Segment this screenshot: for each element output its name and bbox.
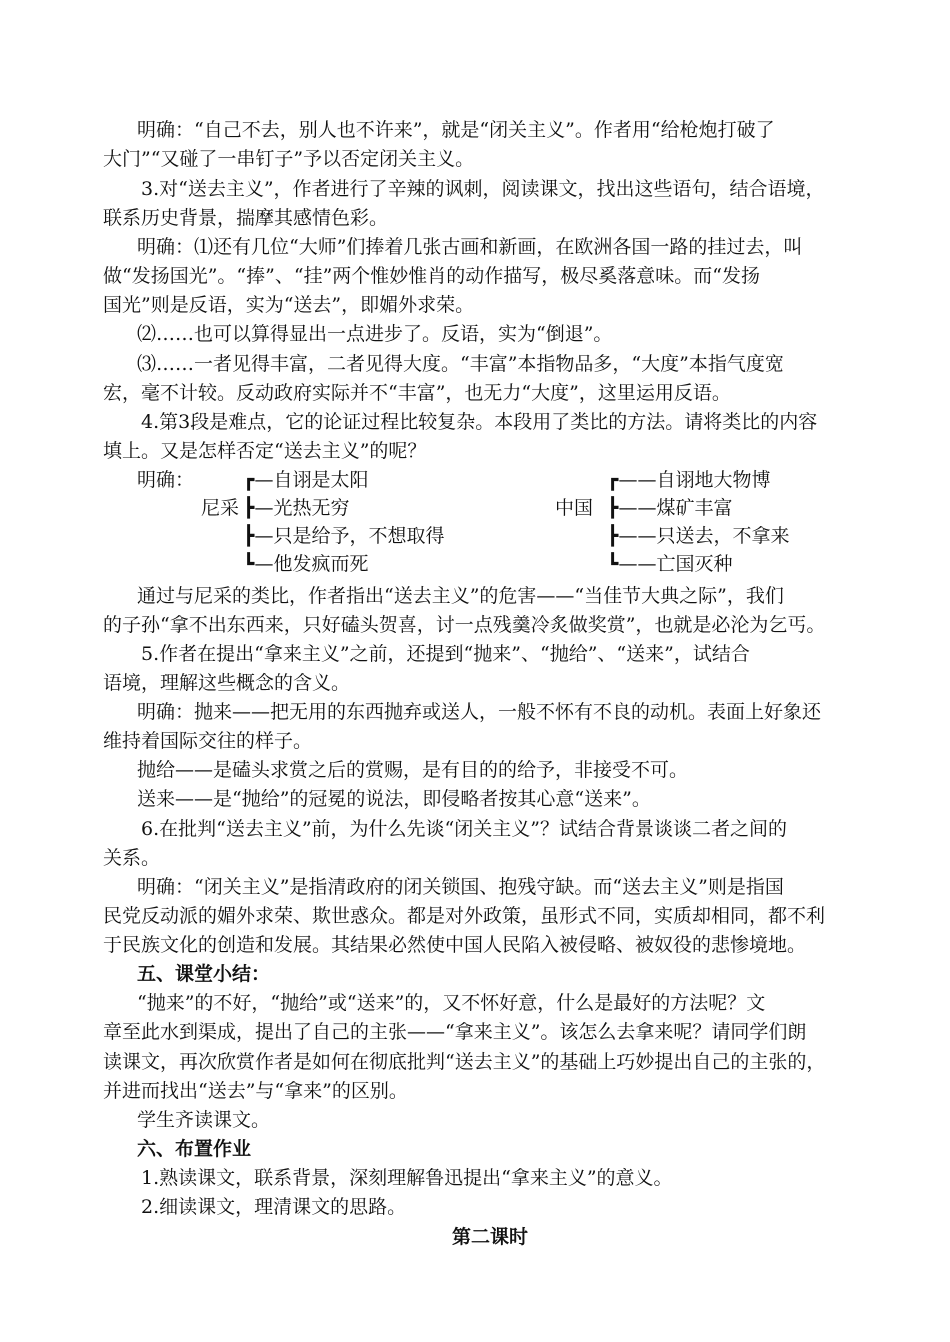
paragraph-line: 并进而找出“送去”与“拿来”的区别。 [103,1080,408,1102]
analogy-right-item: ┗——亡国灭种 [607,553,733,575]
paragraph-line: 联系历史背景，揣摩其感情色彩。 [103,207,389,229]
homework-item: 2.细读课文，理清课文的思路。 [141,1196,407,1218]
paragraph-line: “抛来”的不好，“抛给”或“送来”的，又不怀好意，什么是最好的方法呢？文 [137,992,766,1014]
paragraph-line: 3.对“送去主义”，作者进行了辛辣的讽刺，阅读课文，找出这些语句，结合语境， [141,178,825,200]
paragraph-line: 抛给——是磕头求赏之后的赏赐，是有目的的给予，非接受不可。 [137,759,689,781]
section-heading: 六、布置作业 [137,1138,252,1160]
analogy-right-item: ┏——自诩地大物博 [607,469,771,491]
paragraph-line: 民党反动派的媚外求荣、欺世惑众。都是对外政策，虽形式不同，实质却相同，都不利 [103,905,826,927]
analogy-label: 明确： [137,469,195,491]
paragraph-line: 国光”则是反语，实为“送去”，即媚外求荣。 [103,294,475,316]
paragraph-line: 关系。 [103,847,161,869]
analogy-right-name: 中国 [555,497,594,519]
paragraph-line: 宏，毫不计较。反动政府实际并不“丰富”，也无力“大度”，这里运用反语。 [103,382,731,404]
paragraph-line: 明确：抛来——把无用的东西抛弃或送人，一般不怀有不良的动机。表面上好象还 [137,701,822,723]
analogy-right-item: ┣——煤矿丰富 [607,497,733,519]
paragraph-line: 明确：“自己不去，别人也不许来”，就是“闭关主义”。作者用“给枪炮打破了 [137,119,775,141]
paragraph-line: 通过与尼采的类比，作者指出“送去主义”的危害——“当佳节大典之际”，我们 [137,585,784,607]
section-heading: 五、课堂小结： [137,963,271,985]
paragraph-line: 填上。又是怎样否定“送去主义”的呢？ [103,440,427,462]
paragraph-line: 章至此水到渠成，提出了自己的主张——“拿来主义”。该怎么去拿来呢？请同学们朗 [103,1021,807,1043]
paragraph-line: 读课文，再次欣赏作者是如何在彻底批判“送去主义”的基础上巧妙提出自己的主张的， [103,1051,826,1073]
paragraph-line: 大门”“又碰了一串钉子”予以否定闭关主义。 [103,148,475,170]
paragraph-line: 语境，理解这些概念的含义。 [103,672,351,694]
paragraph-line: 送来——是“抛给”的冠冕的说法，即侵略者按其心意“送来”。 [137,788,651,810]
paragraph-line: 于民族文化的创造和发展。其结果必然使中国人民陷入被侵略、被奴役的悲惨境地。 [103,934,807,956]
analogy-left-item: ┣—只是给予，不想取得 [243,525,445,547]
paragraph-line: 的子孙“拿不出东西来，只好磕头贺喜，讨一点残羹冷炙做奖赏”，也就是必沦为乞丐。 [103,614,826,636]
analogy-right-item: ┣——只送去，不拿来 [607,525,790,547]
analogy-left-item: ┗—他发疯而死 [243,553,369,575]
analogy-left-item: ┏—自诩是太阳 [243,469,369,491]
lesson-title: 第二课时 [452,1226,529,1248]
paragraph-line: 5.作者在提出“拿来主义”之前，还提到“抛来”、“抛给”、“送来”，试结合 [141,643,750,665]
paragraph-line: ⑶……一者见得丰富，二者见得大度。“丰富”本指物品多，“大度”本指气度宽 [137,353,784,375]
paragraph-line: 维持着国际交往的样子。 [103,730,313,752]
paragraph-line: ⑵……也可以算得显出一点进步了。反语，实为“倒退”。 [137,323,613,345]
analogy-left-item: ┣—光热无穷 [243,497,350,519]
paragraph-line: 学生齐读课文。 [137,1109,271,1131]
paragraph-line: 做“发扬国光”。“捧”、“挂”两个惟妙惟肖的动作描写，极尽奚落意味。而“发扬 [103,265,760,287]
paragraph-line: 明确：⑴还有几位“大师”们捧着几张古画和新画，在欧洲各国一路的挂过去，叫 [137,236,803,258]
homework-item: 1.熟读课文，联系背景，深刻理解鲁迅提出“拿来主义”的意义。 [141,1167,673,1189]
paragraph-line: 6.在批判“送去主义”前，为什么先谈“闭关主义”？试结合背景谈谈二者之间的 [141,818,787,840]
analogy-left-name: 尼采 [201,497,240,519]
paragraph-line: 4.第3段是难点，它的论证过程比较复杂。本段用了类比的方法。请将类比的内容 [141,411,818,433]
paragraph-line: 明确：“闭关主义”是指清政府的闭关锁国、抱残守缺。而“送去主义”则是指国 [137,876,784,898]
